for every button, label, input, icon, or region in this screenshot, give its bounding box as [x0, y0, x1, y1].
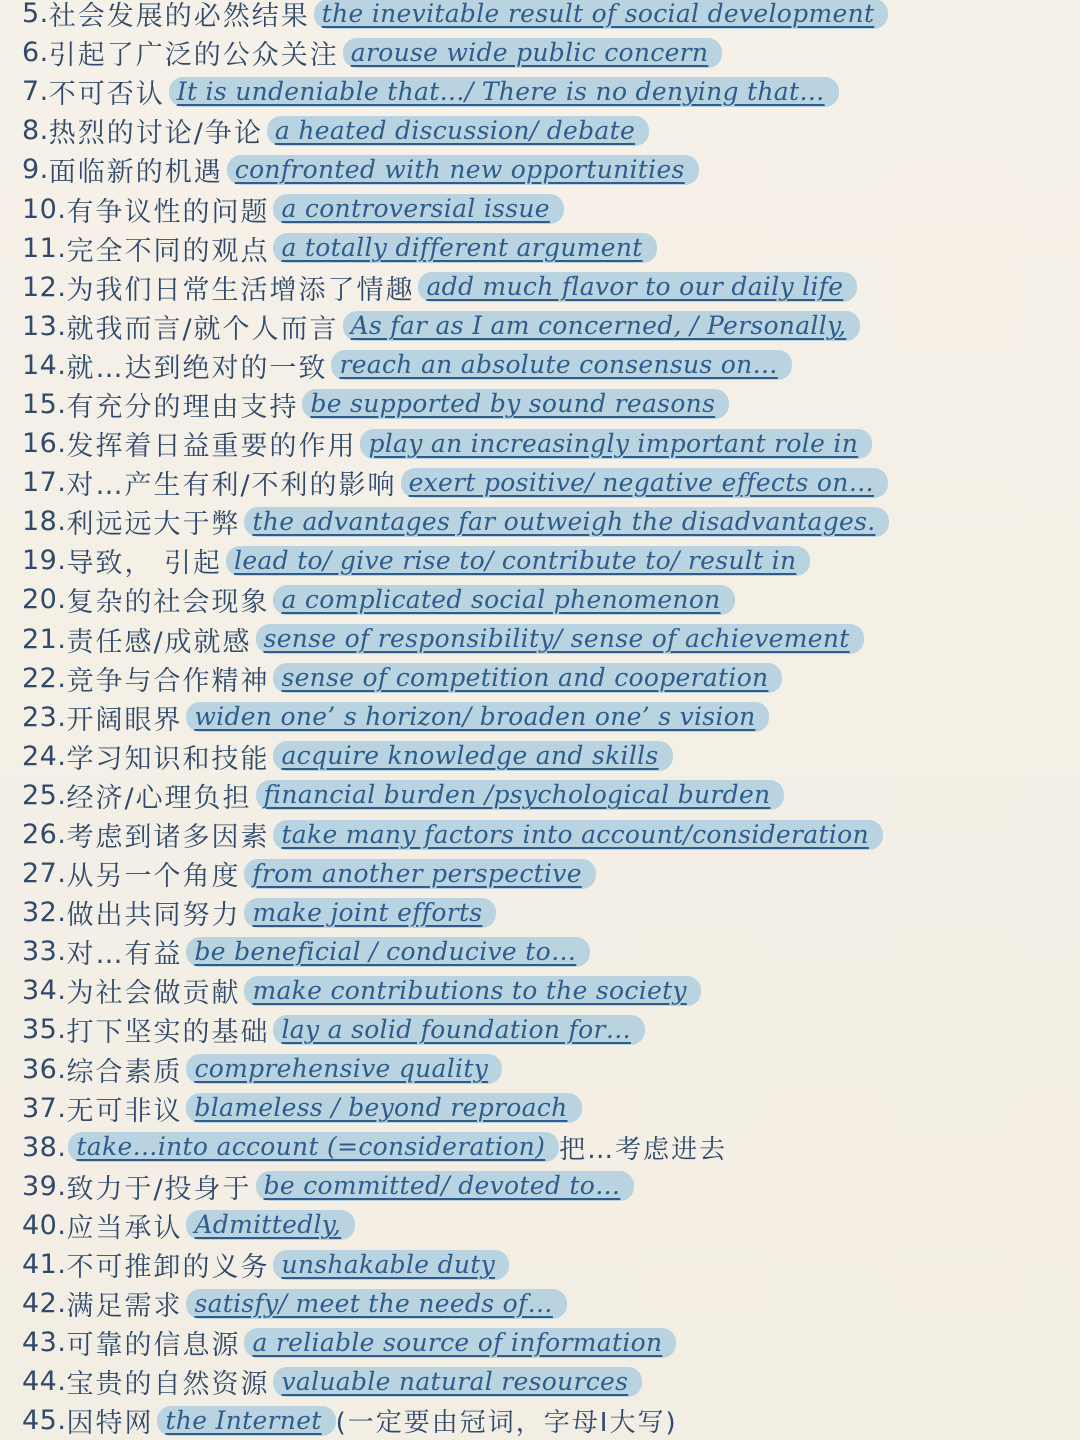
entry-number: 35.: [22, 1014, 67, 1046]
english-phrase-highlight: a heated discussion/ debate: [267, 116, 649, 146]
entry-number: 10.: [22, 193, 67, 225]
phrase-row: [22, 424, 1062, 463]
entry-number: 34.: [22, 975, 67, 1007]
entry-number: 27.: [22, 858, 67, 890]
phrase-row: [22, 33, 1062, 72]
english-phrase-highlight: sense of responsibility/ sense of achievement: [256, 624, 864, 654]
english-phrase-highlight: a controversial issue: [273, 194, 563, 224]
chinese-phrase: 综合素质: [66, 1056, 183, 1088]
entry-number: 12.: [22, 271, 67, 303]
chinese-phrase: 有争议性的问题: [66, 196, 270, 228]
entry-number: 40.: [22, 1209, 67, 1241]
chinese-phrase: 应当承认: [66, 1212, 183, 1244]
english-phrase-highlight: the inevitable result of social development: [314, 0, 889, 29]
chinese-phrase: 责任感/成就感: [66, 626, 252, 658]
chinese-phrase: 热烈的讨论/争论: [48, 118, 263, 150]
phrase-row: [22, 698, 1062, 737]
english-phrase-highlight: widen one’ s horizon/ broaden one’ s vision: [186, 702, 769, 732]
phrase-row: [22, 854, 1062, 893]
english-phrase-highlight: reach an absolute consensus on…: [331, 350, 791, 380]
english-phrase-highlight: be committed/ devoted to…: [256, 1171, 635, 1201]
chinese-phrase: 打下坚实的基础: [66, 1017, 270, 1049]
phrase-row: [22, 737, 1062, 776]
chinese-phrase: 发挥着日益重要的作用: [66, 431, 357, 463]
entry-number: 23.: [22, 701, 67, 733]
phrase-row: [22, 463, 1062, 502]
phrase-row: [22, 1206, 1062, 1245]
entry-number: 41.: [22, 1249, 67, 1281]
chinese-phrase: 开阔眼界: [66, 704, 183, 736]
chinese-phrase: 做出共同努力: [66, 900, 241, 932]
chinese-phrase: 经济/心理负担: [66, 782, 252, 814]
phrase-row: [22, 229, 1062, 268]
english-phrase-highlight: make contributions to the society: [244, 976, 700, 1006]
phrase-row: [22, 1284, 1062, 1323]
phrase-row: [22, 776, 1062, 815]
english-phrase-highlight: It is undeniable that…/ There is no denying that…: [169, 77, 839, 107]
english-phrase-highlight: satisfy/ meet the needs of…: [186, 1289, 566, 1319]
phrase-row: [22, 971, 1062, 1010]
phrase-row: [22, 1050, 1062, 1089]
entry-number: 13.: [22, 310, 67, 342]
phrase-list: [22, 0, 1062, 1440]
entry-number: 19.: [22, 545, 67, 577]
phrase-row: [22, 580, 1062, 619]
entry-number: 17.: [22, 467, 67, 499]
phrase-row: [22, 659, 1062, 698]
english-phrase-highlight: the Internet: [157, 1406, 335, 1436]
english-phrase-highlight: a reliable source of information: [244, 1328, 676, 1358]
phrase-row: [22, 1010, 1062, 1049]
phrase-row: [22, 0, 1062, 33]
entry-number: 20.: [22, 584, 67, 616]
chinese-phrase: 致力于/投身于: [66, 1173, 252, 1205]
chinese-phrase: 引起了广泛的公众关注: [48, 40, 339, 72]
entry-number: 24.: [22, 740, 67, 772]
chinese-phrase: 无可非议: [66, 1095, 183, 1127]
chinese-phrase: 对…产生有利/不利的影响: [66, 470, 397, 502]
phrase-row: [22, 346, 1062, 385]
entry-number: 42.: [22, 1288, 67, 1320]
entry-number: 8.: [22, 115, 49, 147]
chinese-phrase: 从另一个角度: [66, 861, 241, 893]
chinese-phrase: 就我而言/就个人而言: [66, 313, 339, 345]
chinese-phrase: 满足需求: [66, 1291, 183, 1323]
entry-number: 6.: [22, 37, 49, 69]
trailing-note: (一定要由冠词，字母I大写): [335, 1408, 678, 1439]
phrase-row: [22, 1167, 1062, 1206]
entry-number: 26.: [22, 819, 67, 851]
phrase-row: [22, 1401, 1062, 1440]
english-phrase-highlight: be beneficial / conducive to…: [186, 937, 590, 967]
phrase-row: [22, 1362, 1062, 1401]
phrase-row: [22, 307, 1062, 346]
chinese-phrase: 竞争与合作精神: [66, 665, 270, 697]
english-phrase-highlight: be supported by sound reasons: [302, 389, 729, 419]
english-phrase-highlight: arouse wide public concern: [343, 38, 723, 68]
chinese-phrase: 不可推卸的义务: [66, 1252, 270, 1284]
phrase-row: [22, 815, 1062, 854]
chinese-phrase: 可靠的信息源: [66, 1330, 241, 1362]
phrase-row: [22, 1245, 1062, 1284]
entry-number: 36.: [22, 1053, 67, 1085]
entry-number: 18.: [22, 506, 67, 538]
entry-number: 9.: [22, 154, 49, 186]
english-phrase-highlight: blameless / beyond reproach: [186, 1093, 581, 1123]
phrase-row: [22, 385, 1062, 424]
chinese-phrase: 利远远大于弊: [66, 509, 241, 541]
entry-number: 45.: [22, 1405, 67, 1437]
entry-number: 37.: [22, 1092, 67, 1124]
entry-number: 38.: [22, 1131, 67, 1163]
entry-number: 15.: [22, 388, 67, 420]
english-phrase-highlight: comprehensive quality: [186, 1054, 502, 1084]
english-phrase-highlight: make joint efforts: [244, 898, 496, 928]
entry-number: 33.: [22, 936, 67, 968]
entry-number: 22.: [22, 662, 67, 694]
phrase-row: [22, 1128, 1062, 1167]
entry-number: 16.: [22, 428, 67, 460]
english-phrase-highlight: from another perspective: [244, 859, 595, 889]
english-phrase-highlight: lead to/ give rise to/ contribute to/ result in: [226, 546, 810, 576]
phrase-row: [22, 620, 1062, 659]
phrase-row: [22, 502, 1062, 541]
entry-number: 14.: [22, 349, 67, 381]
phrase-row: [22, 72, 1062, 111]
english-phrase-highlight: play an increasingly important role in: [360, 429, 872, 459]
english-phrase-highlight: sense of competition and cooperation: [273, 663, 782, 693]
chinese-phrase: 因特网: [66, 1408, 154, 1440]
chinese-phrase: 考虑到诸多因素: [66, 822, 270, 854]
entry-number: 21.: [22, 623, 67, 655]
entry-number: 11.: [22, 232, 67, 264]
english-phrase-highlight: the advantages far outweigh the disadvantages.: [244, 507, 889, 537]
chinese-phrase: 宝贵的自然资源: [66, 1369, 270, 1401]
phrase-row: [22, 268, 1062, 307]
chinese-phrase: 就…达到绝对的一致: [66, 352, 328, 384]
english-phrase-highlight: financial burden /psychological burden: [256, 780, 785, 810]
phrase-row: [22, 1323, 1062, 1362]
english-phrase-highlight: unshakable duty: [273, 1250, 509, 1280]
english-phrase-highlight: acquire knowledge and skills: [273, 741, 672, 771]
english-phrase-highlight: confronted with new opportunities: [227, 155, 699, 185]
english-phrase-highlight: Admittedly,: [186, 1210, 355, 1240]
chinese-phrase: 复杂的社会现象: [66, 587, 270, 619]
entry-number: 43.: [22, 1327, 67, 1359]
entry-number: 44.: [22, 1366, 67, 1398]
english-phrase-highlight: lay a solid foundation for…: [273, 1015, 645, 1045]
entry-number: 39.: [22, 1170, 67, 1202]
english-phrase-highlight: As far as I am concerned, / Personally,: [343, 311, 861, 341]
phrase-row: [22, 932, 1062, 971]
chinese-phrase: 完全不同的观点: [66, 235, 270, 267]
english-phrase-highlight: a complicated social phenomenon: [273, 585, 734, 615]
english-phrase-highlight: take many factors into account/consideration: [273, 820, 882, 850]
entry-number: 5.: [22, 0, 49, 30]
phrase-row: [22, 1089, 1062, 1128]
chinese-phrase: 对…有益: [66, 939, 183, 971]
english-phrase-highlight: take…into account (=consideration): [68, 1132, 559, 1162]
chinese-phrase: 学习知识和技能: [66, 743, 270, 775]
phrase-row: [22, 189, 1062, 228]
chinese-phrase: 不可否认: [48, 79, 165, 111]
english-phrase-highlight: valuable natural resources: [273, 1367, 642, 1397]
entry-number: 32.: [22, 897, 67, 929]
chinese-phrase: 社会发展的必然结果: [48, 1, 310, 33]
chinese-phrase: 导致， 引起: [66, 548, 223, 580]
chinese-phrase: 有充分的理由支持: [66, 391, 299, 423]
chinese-phrase: 为社会做贡献: [66, 978, 241, 1010]
entry-number: 7.: [22, 76, 49, 108]
phrase-row: [22, 893, 1062, 932]
english-phrase-highlight: add much flavor to our daily life: [418, 272, 857, 302]
entry-number: 25.: [22, 779, 67, 811]
phrase-row: [22, 111, 1062, 150]
chinese-phrase: 为我们日常生活增添了情趣: [66, 274, 415, 306]
phrase-row: [22, 541, 1062, 580]
trailing-note: 把…考虑进去: [559, 1134, 728, 1165]
english-phrase-highlight: exert positive/ negative effects on…: [401, 468, 888, 498]
chinese-phrase: 面临新的机遇: [48, 157, 223, 189]
phrase-row: [22, 150, 1062, 189]
english-phrase-highlight: a totally different argument: [273, 233, 656, 263]
